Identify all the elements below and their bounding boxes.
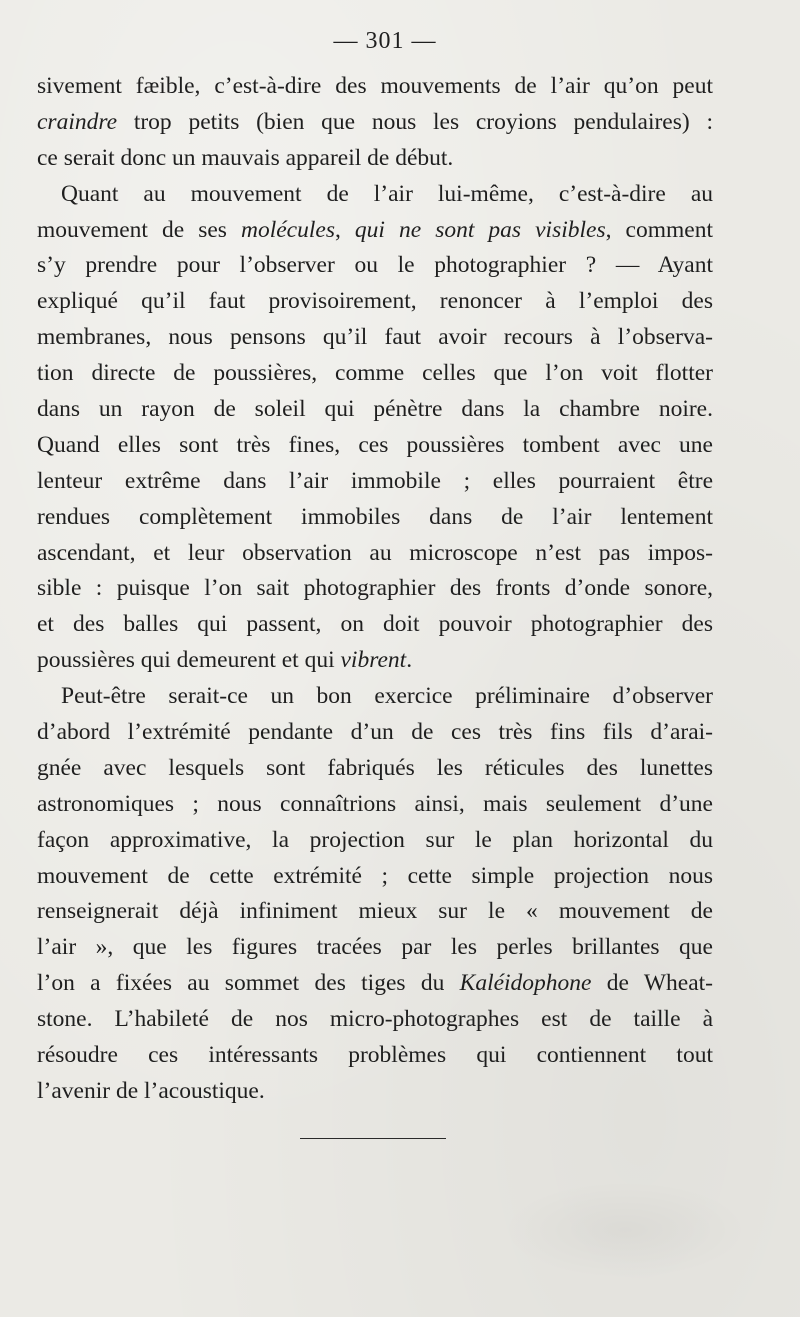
text-line	[37, 69, 713, 105]
text-line	[37, 607, 713, 643]
paragraph	[37, 177, 713, 679]
text-line	[37, 356, 713, 392]
italic-run: craindre	[37, 108, 118, 135]
text-line	[37, 715, 713, 751]
text-line	[37, 679, 713, 715]
text-line	[37, 571, 713, 607]
text-line	[37, 320, 713, 356]
paper-bleed-through	[500, 1180, 750, 1280]
text-run: et des balles qui passent, on doit pouvoir photographier des	[37, 611, 713, 638]
text-run: trop petits (bien que nous les croyions pendulaires) :	[117, 108, 713, 135]
text-run: tion directe de poussières, comme celles que l’on voit flotter	[37, 360, 713, 387]
text-run: mouvement de ses	[37, 216, 241, 243]
text-run: renseignerait déjà infiniment mieux sur le « mouvement de	[37, 898, 713, 925]
text-run: sible : puisque l’on sait photographier des fronts d’onde sonore,	[37, 575, 713, 602]
text-line	[37, 536, 713, 572]
text-run: poussières qui demeurent et qui	[37, 647, 341, 674]
italic-run: qui ne sont pas visibles	[354, 216, 606, 243]
end-rule	[300, 1138, 446, 1139]
text-run: d’abord l’extrémité pendante d’un de ces très fins fils d’arai-	[37, 719, 713, 746]
page-number: — 301 —	[333, 28, 437, 54]
text-run: l’air », que les figures tracées par les perles brillantes que	[37, 934, 713, 961]
text-line	[37, 966, 713, 1002]
text-run: membranes, nous pensons qu’il faut avoir recours à l’observa-	[37, 324, 713, 351]
text-line	[37, 787, 713, 823]
text-run: astronomiques ; nous connaîtrions ainsi, mais seulement d’une	[37, 790, 713, 817]
body-text	[37, 69, 713, 1110]
text-run: gnée avec lesquels sont fabriqués les réticules des lunettes	[37, 754, 713, 781]
text-line	[37, 392, 713, 428]
text-run: s’y prendre pour l’observer ou le photographier ? — Ayant	[37, 252, 713, 279]
text-run: Quant au mouvement de l’air lui-même, c’est-à-dire au	[61, 180, 713, 207]
text-run: .	[406, 647, 413, 674]
text-line	[37, 859, 713, 895]
text-line	[37, 751, 713, 787]
text-run: façon approximative, la projection sur le plan horizontal du	[37, 826, 713, 853]
text-run: Quand elles sont très fines, ces poussières tombent avec une	[37, 431, 713, 458]
text-run: ce serait donc un mauvais appareil de début.	[37, 144, 454, 171]
text-line	[37, 141, 713, 177]
italic-run: vibrent	[340, 647, 407, 674]
text-run: résoudre ces intéressants problèmes qui contiennent tout	[37, 1042, 713, 1069]
text-run: sivement fæible, c’est-à-dire des mouvements de l’air qu’on peut	[37, 73, 713, 99]
text-line	[37, 177, 713, 213]
text-line	[37, 1038, 713, 1074]
text-line	[37, 248, 713, 284]
text-line	[37, 500, 713, 536]
italic-run: Kaléidophone	[459, 970, 592, 997]
text-line	[37, 643, 713, 679]
text-run: de Wheat-	[591, 970, 713, 997]
text-line	[37, 1074, 713, 1110]
text-run: stone. L’habileté de nos micro-photographes est de taille à	[37, 1006, 713, 1033]
text-run: rendues complètement immobiles dans de l’air lentement	[37, 503, 713, 530]
text-run: ,	[334, 216, 355, 243]
text-run: mouvement de cette extrémité ; cette simple projection nous	[37, 862, 713, 889]
text-run: Peut-être serait-ce un bon exercice préliminaire d’observer	[61, 683, 713, 710]
text-run: lenteur extrême dans l’air immobile ; elles pourraient être	[37, 467, 713, 494]
text-line	[37, 930, 713, 966]
text-line	[37, 894, 713, 930]
text-line	[37, 105, 713, 141]
text-run: expliqué qu’il faut provisoirement, renoncer à l’emploi des	[37, 288, 713, 315]
text-line	[37, 428, 713, 464]
text-line	[37, 464, 713, 500]
text-run: , comment	[605, 216, 713, 243]
text-run: dans un rayon de soleil qui pénètre dans la chambre noire.	[37, 396, 713, 423]
paragraph	[37, 69, 713, 177]
text-run: l’avenir de l’acoustique.	[37, 1077, 265, 1104]
text-run: ascendant, et leur observation au microscope n’est pas impos-	[37, 539, 713, 566]
text-line	[37, 213, 713, 249]
paragraph	[37, 679, 713, 1110]
italic-run: molécules	[241, 216, 335, 243]
text-run: l’on a fixées au sommet des tiges du	[37, 970, 460, 997]
text-line	[37, 823, 713, 859]
text-line	[37, 1002, 713, 1038]
text-line	[37, 284, 713, 320]
